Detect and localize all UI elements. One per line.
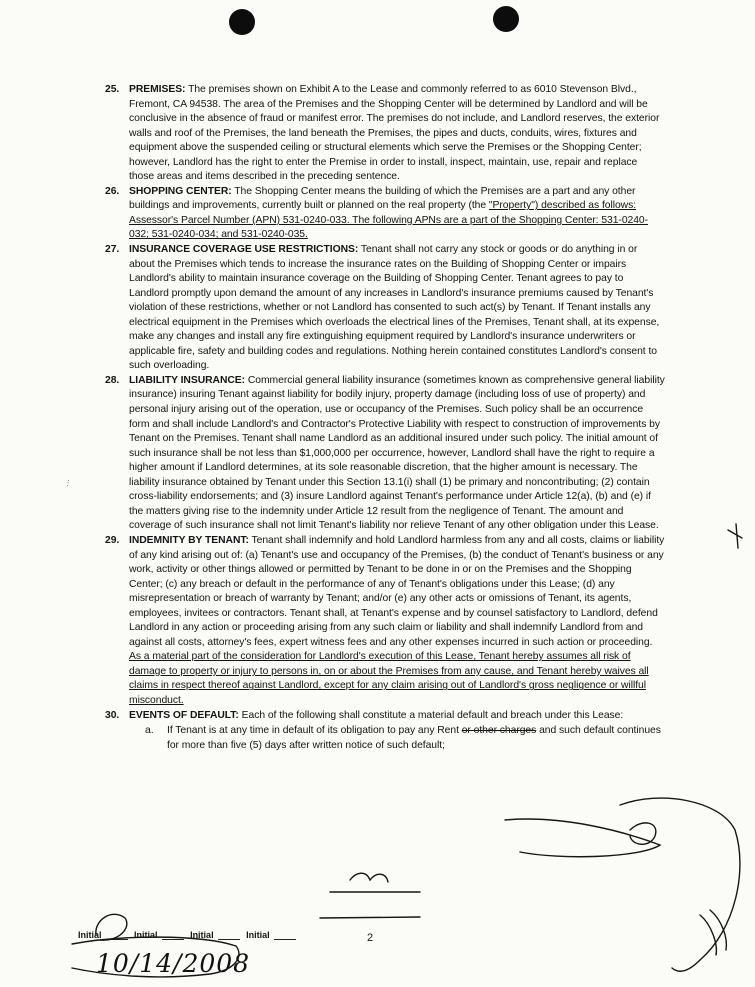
initials-mark (350, 873, 388, 882)
clause-number: 28. (105, 374, 120, 386)
lease-page-body (105, 83, 665, 753)
initials-row (78, 930, 300, 940)
clause-number: 26. (105, 185, 120, 197)
initial-line (162, 930, 184, 940)
clause-text-underlined: "Property") described as follows: Assessor's Parcel Number (APN) 531-0240-033. The following APNs are a part of the Shopping Center: 531-0240-032; 531-0240-034; and 531-0240-035. (129, 200, 649, 241)
clause-liability-insurance (105, 374, 665, 534)
initial-label: Initial (246, 930, 270, 940)
initials-mark (320, 917, 420, 918)
initial-line (274, 930, 296, 940)
initial-line (106, 930, 128, 940)
initials-mark (630, 823, 656, 844)
clause-text: Tenant shall indemnify and hold Landlord harmless from any and all costs, claims or liability of any kind arising out of: (a) Tenant's use and occupancy of the Premises, (b) the conduct of Tenant's business or any work, activity or other things allowed or permitted by Tenant to be done in or on the Premises and the Shopping Center; (c) any breach or default in the performance of any of Tenant's obligations under this Lease; (d) any misrepresentation or breach of warranty by Tenant; and/or (e) any other acts or omissions of Tenant, its agents, employees, invitees or contractors. Tenant shall, at Tenant's expense and by counsel satisfactory to Landlord, defend Landlord in any action or proceeding arising from any such claim or liability and shall indemnify Landlord from and against all costs, attorney's fees, expert witness fees and any other expenses incurred in such action or proceeding. (129, 534, 665, 648)
clause-heading: SHOPPING CENTER: (129, 185, 232, 197)
clause-heading: PREMISES: (129, 84, 186, 95)
handwritten-date: 10/14/2008 (96, 949, 251, 978)
clause-events-of-default (105, 709, 665, 754)
signature-swoosh (700, 915, 716, 955)
signature-swoosh (620, 798, 740, 971)
clause-text: The Shopping Center means the building of which the Premises are a part and any other buildings and improvements, currently built or planned on the real property (the (129, 185, 636, 212)
scan-mark: … (60, 477, 72, 488)
clause-number: 30. (105, 709, 120, 721)
sub-clause-a (129, 724, 665, 753)
clause-text: Each of the following shall constitute a material default and breach under this Lease: (238, 709, 624, 721)
binder-hole (493, 6, 519, 32)
clause-heading: INDEMNITY BY TENANT: (129, 534, 249, 546)
clause-number: 27. (105, 244, 120, 256)
signature-swoosh (710, 910, 726, 950)
clause-heading: LIABILITY INSURANCE: (129, 374, 246, 386)
initial-label: Initial (190, 930, 214, 940)
clause-insurance-coverage (105, 243, 665, 374)
clause-text: Tenant shall not carry any stock or goods or do anything in or about the Premises which tends to increase the insurance rates on the Building of Shopping Center or impairs Landlord's ability to maintain insurance coverage on the Building of Shopping Center. Tenant agrees to pay to Landlord promptly upon demand the amount of any increases in Landlord's insurance premiums caused by Tenant's violation of these restrictions, whether or not Landlord has consented to such act(s) by Tenant. If Tenant installs any electrical equipment in the Premises which overloads the electrical lines of the Premises, Tenant shall, at its expense, make any changes and install any fire extinguishing equipment required by Landlord's insurance underwriters or applicable fire, safety and building codes and regulations. Nothing herein contained constitutes Landlord's consent to such overloading. (129, 244, 660, 372)
clause-text: The premises shown on Exhibit A to the Lease and commonly referred to as 6010 Stevenson Blvd., Fremont, CA 94538. The area of the Premises and the Shopping Center will be determined by Landlord and will be conclusive in the absence of fraud or manifest error. The premises do not include, and Landlord reserves, the exterior walls and roof of the Premises, the land beneath the Premises, the pipes and ducts, conduits, wires, fixtures and equipment above the suspended ceiling or structural elements which serve the Premises or the Shopping Center; however, Landlord has the right to enter the Premise in order to install, inspect, maintain, use, repair and replace those areas and items described in the preceding sentence. (129, 84, 660, 183)
page-number: 2 (367, 932, 374, 944)
clause-heading: INSURANCE COVERAGE USE RESTRICTIONS: (129, 244, 359, 256)
initial-label: Initial (134, 930, 158, 940)
margin-mark (728, 530, 742, 538)
clause-heading: EVENTS OF DEFAULT: (129, 709, 239, 721)
sub-clause-text: If Tenant is at any time in default of its obligation to pay any Rent (167, 725, 462, 737)
margin-mark (736, 524, 738, 548)
initial-label: Initial (78, 930, 102, 940)
binder-hole (229, 9, 255, 35)
clause-number: 25. (105, 84, 120, 95)
clause-indemnity (105, 534, 665, 709)
clause-text: Commercial general liability insurance (sometimes known as comprehensive general liability insurance) insuring Tenant against liability for bodily injury, property damage (including loss of use of property) and personal injury arising out of the operation, use or occupancy of the Premises. Such policy shall be an occurrence form and shall include Landlord's and Contractor's Protective Liability with respect to construction of improvements by Tenant on the Premises. Tenant shall name Landlord as an additional insured under such policy. The initial amount of such insurance shall be not less than $1,000,000 per occurrence, however, Landlord shall have the right to require a higher amount if Landlord determines, at its sole reasonable discretion, that the higher amount is necessary. The liability insurance obtained by Tenant under this Section 13.1(i) shall (1) be primary and noncontributing; (2) contain cross-liability endorsements; and (3) insure Landlord against Tenant's performance under Article 12(a), (b) and (e) if the matters giving rise to the indemnity under Article 12 result from the negligence of Tenant. The amount and coverage of such insurance shall not limit Tenant's liability nor relieve Tenant of any other obligation under this Lease. (129, 374, 665, 532)
sub-clause-letter: a. (145, 725, 154, 737)
clause-text-underlined: As a material part of the consideration for Landlord's execution of this Lease, Tenant hereby assumes all risk of damage to property or injury to persons in, on or about the Premises from any cause, and Tenant hereby waives all claims in respect thereof against Landlord, except for any claim arising out of Landlord's gross negligence or willful misconduct. (129, 651, 649, 706)
clause-shopping-center (105, 185, 665, 243)
strike-loop (505, 819, 660, 857)
initial-line (218, 930, 240, 940)
clause-premises (105, 83, 665, 185)
clause-number: 29. (105, 534, 120, 546)
struck-text: or other charges (461, 725, 537, 737)
sub-clause-text: and such default continues for more than five (5) days after written notice of such default; (167, 725, 661, 751)
